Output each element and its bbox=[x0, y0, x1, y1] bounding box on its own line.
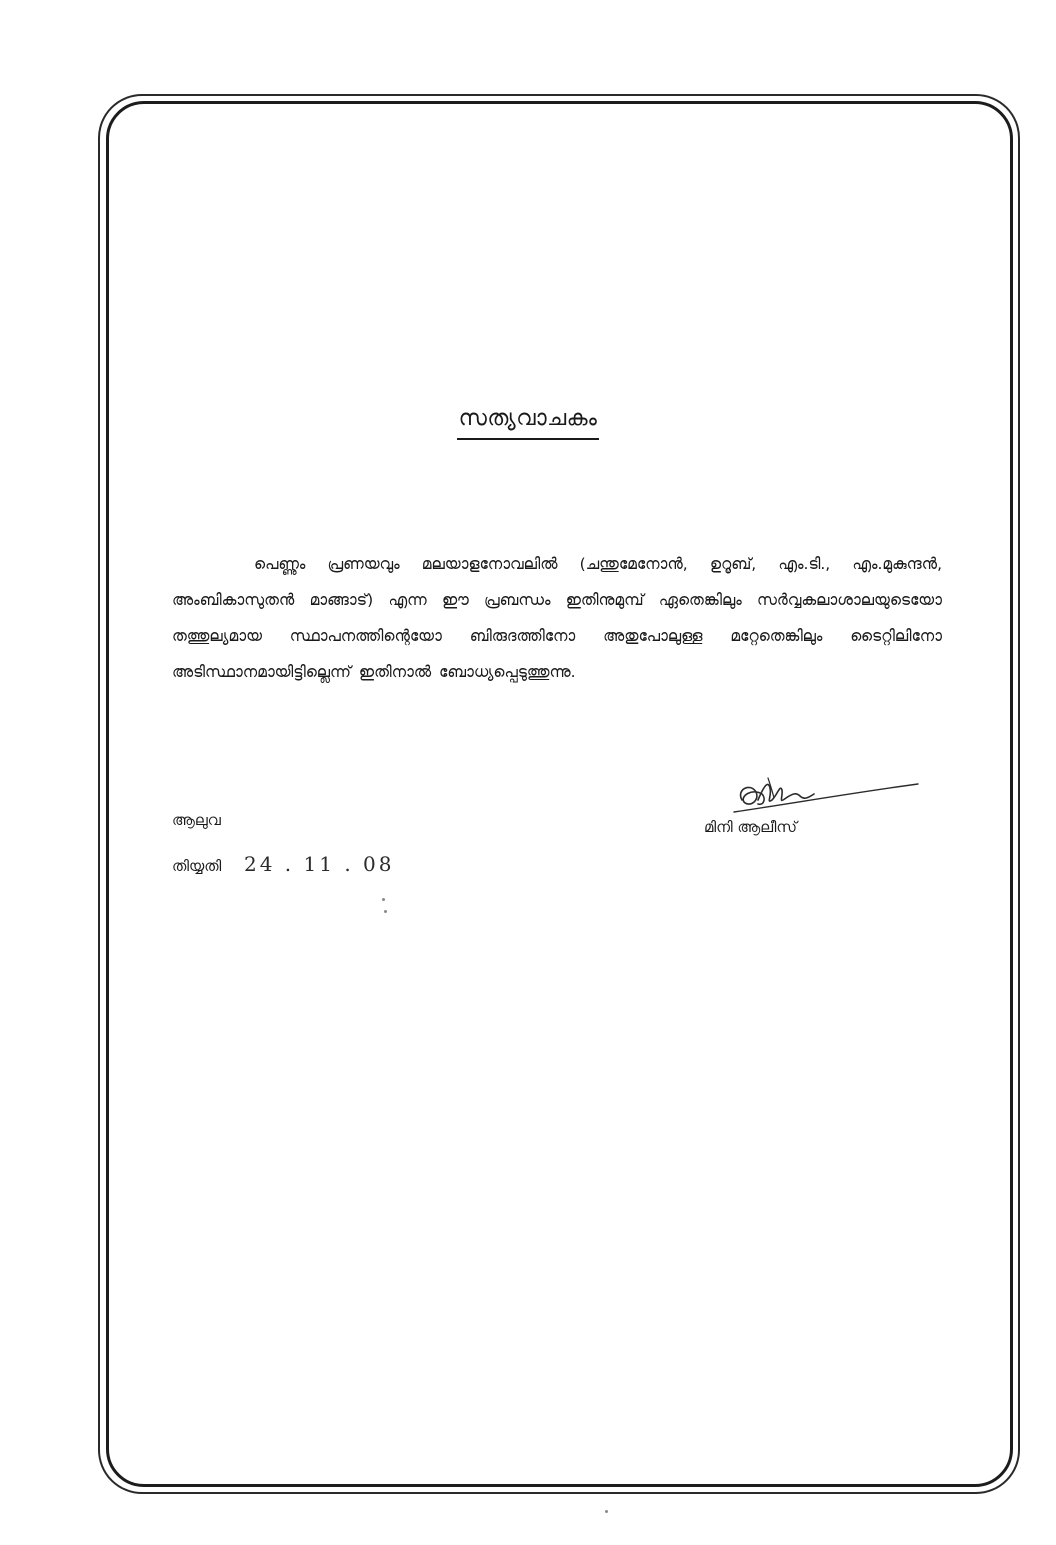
date-row bbox=[172, 852, 394, 878]
date-value: 24 . 11 . 08 bbox=[243, 852, 395, 876]
scan-speck bbox=[382, 898, 385, 901]
signatory-name: മിനി ആലീസ് bbox=[704, 818, 797, 836]
place-label: ആലുവ bbox=[172, 811, 221, 829]
document-title bbox=[0, 404, 1056, 440]
title-text: സത്യവാചകം bbox=[457, 404, 600, 440]
scan-speck bbox=[605, 1510, 608, 1513]
date-label: തിയ്യതി bbox=[172, 857, 222, 875]
declaration-paragraph: പെണ്ണും പ്രണയവും മലയാളനോവലിൽ (ചന്തുമേനോൻ, ഉറൂബ്, എം.ടി., എം.മുകുന്ദൻ, അംബികാസുതൻ മാങ്ങാട്) എന്ന ഈ പ്രബന്ധം ഇതിനുമുമ്പ് ഏതെങ്കിലും സർവ്വകലാശാലയുടെയോ തത്തുല്യമായ സ്ഥാപനത്തിന്റെയോ ബിരുദത്തിനോ അതുപോലുള്ള മറ്റേതെങ്കിലും ടൈറ്റിലിനോ അടിസ്ഥാനമായിട്ടില്ലെന്ന് ഇതിനാൽ ബോധ്യപ്പെടുത്തുന്നു. bbox=[172, 555, 942, 681]
scan-speck bbox=[384, 910, 387, 913]
